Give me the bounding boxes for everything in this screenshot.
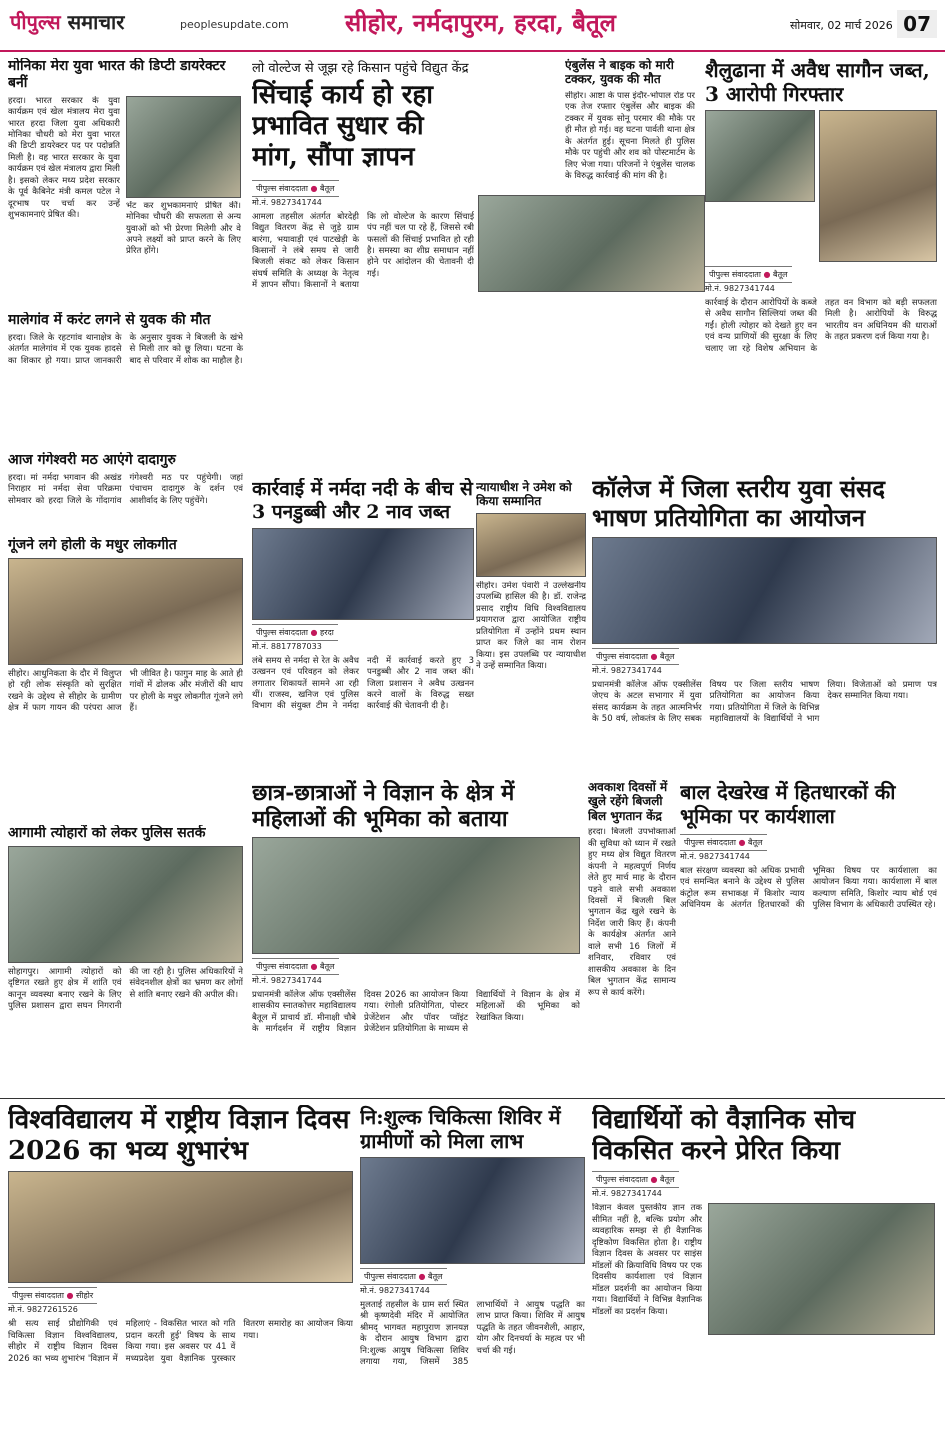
headline: अवकाश दिवसों में खुले रहेंगे बिजली बिल भुगतान केंद्र bbox=[588, 780, 668, 823]
mobile-number: मो.नं. 9827341744 bbox=[705, 284, 775, 293]
body-text: हरदा। बिजली उपभोक्ताओं की सुविधा को ध्यान में रखते हुए मध्य क्षेत्र विद्युत वितरण कंपनी ने महत्वपूर्ण निर्णय लेते हुए मार्च माह के दौरान पड़ने वाले सभी अवकाश दिवसों में बिजली बिल भुगतान केंद्र खुले रखने के निर्देश जारी किए हैं। कंपनी के कार्यक्षेत्र अंतर्गत आने वाले सभी 16 जिलों में शनिवार, रविवार एवं शासकीय अवकाश के दिन बिल भुगतान केंद्र सामान्य रूप से कार्य करेंगे। bbox=[588, 827, 676, 998]
story-vishwavidyalaya bbox=[8, 1105, 353, 1440]
headline: कॉलेज में जिला स्तरीय युवा संसद भाषण प्रतियोगिता का आयोजन bbox=[592, 475, 886, 532]
mobile-number: मो.नं. 9827341744 bbox=[680, 852, 750, 861]
body-text: सीहोर। आष्टा के पास इंदौर-भोपाल रोड पर एक तेज रफ्तार एंबुलेंस और बाइक की टक्कर में युवक सोनू परमार की मौके पर ही मौत हो गई। वह घटना पार्वती थाना क्षेत्र के अंतर्गत हुई। सूचना मिलते ही पुलिस मौके पर पहुंची और शव को पोस्टमार्टम के लिए भेजा गया। परिजनों ने एंबुलेंस चालक के विरुद्ध कार्रवाई की मांग की है। bbox=[565, 90, 695, 182]
photo bbox=[8, 846, 243, 963]
page-number: 07 bbox=[897, 10, 937, 38]
photo bbox=[8, 558, 243, 665]
story-tyohar bbox=[8, 825, 243, 1085]
story-vigyan bbox=[252, 780, 580, 1090]
body-text: हरदा। भारत सरकार के युवा कार्यक्रम एवं खेल मंत्रालय मेरा युवा भारत हरदा जिला युवा अधिकारी मोनिका चौधरी को मेरा युवा भारत की डिप्टी डायरेक्टर पद पर पदोन्नति मिली है। वह भारत सरकार के युवा कार्यक्रम एवं खेल मंत्रालय द्वारा मिली है। इसको लेकर मध्य प्रदेश सरकार के पूर्व कैबिनेट मंत्री कमल पटेल ने दूरभाष पर चर्चा कर उन्हें शुभकामनाएं प्रेषित की। bbox=[8, 95, 120, 221]
mobile-number: मो.नं. 8817787033 bbox=[252, 641, 322, 651]
photo bbox=[592, 537, 937, 644]
body-text: हरदा। मां नर्मदा भगवान की अखंड निराहार मां नर्मदा सेवा परिक्रमा सोमवार को हरदा जिले के गोंदागांव गंगेश्वरी मठ पर पहुंचेगी। जहां पंचाचम दादागुरु के दर्शन एवं आशीर्वाद के लिए पहुंचेंगे। bbox=[8, 472, 243, 506]
photo bbox=[476, 513, 586, 577]
story-balraksha bbox=[680, 780, 937, 1090]
photo bbox=[819, 110, 937, 262]
story-malegaon bbox=[8, 312, 243, 442]
story-chikitsa bbox=[360, 1105, 585, 1440]
byline: पीपुल्स संवाददाता ● बैतूल bbox=[592, 1171, 679, 1188]
headline: मोनिका मेरा युवा भारत की डिप्टी डायरेक्टर बनीं bbox=[8, 58, 226, 91]
headline: विद्यार्थियों को वैज्ञानिक सोच विकसित करने प्रेरित किया bbox=[592, 1105, 856, 1167]
divider bbox=[0, 1098, 945, 1099]
headline: नि:शुल्क चिकित्सा शिविर में ग्रामीणों को मिला लाभ bbox=[360, 1105, 561, 1153]
headline: छात्र-छात्राओं ने विज्ञान के क्षेत्र में महिलाओं की भूमिका को बताया bbox=[252, 780, 515, 833]
website-url[interactable]: peoplesupdate.com bbox=[180, 18, 289, 31]
story-holi bbox=[8, 537, 243, 817]
mobile-number: मो.नं. 9827341744 bbox=[592, 665, 662, 675]
story-narmada bbox=[252, 478, 474, 773]
headline: बाल देखरेख में हितधारकों की भूमिका पर कार्यशाला bbox=[680, 780, 896, 828]
body-text: आमला तहसील अंतर्गत बोरदेही विद्युत वितरण केंद्र से जुड़े ग्राम बारंगा, भयावाड़ी एवं पाटखेड़ी के किसानों ने लंबे समय से जारी बिजली संकट को लेकर किसान संघर्ष समिति के अध्यक्ष के नेतृत्व में ज्ञापन सौंपा। किसानों ने बताया कि लो वोल्टेज के कारण सिंचाई पंप नहीं चल पा रहे हैं, जिससे रबी फसलों की सिंचाई प्रभावित हो रही है। समस्या का शीघ्र समाधान नहीं होने पर आंदोलन की चेतावनी दी गई। bbox=[252, 211, 474, 291]
headline: कार्रवाई में नर्मदा नदी के बीच से 3 पनडुब्बी और 2 नाव जब्त bbox=[252, 478, 473, 523]
byline: पीपुल्स संवाददाता ● बैतूल bbox=[360, 1268, 447, 1285]
body-text: सीहोर। आधुनिकता के दौर में विलुप्त हो रही लोक संस्कृति को सुरक्षित रखने के उद्देश्य से सीहोर के ग्रामीण क्षेत्र में फाग गायन की परंपरा आज भी जीवित है। फागुन माह के आते ही गांवों में ढोलक और मंजीरों की थाप पर होली के मधुर लोकगीत गूंजने लगे हैं। bbox=[8, 668, 243, 714]
mobile-number: मो.नं. 9827341744 bbox=[252, 197, 322, 207]
byline: पीपुल्स संवाददाता ● बैतूल bbox=[252, 958, 339, 975]
byline: पीपुल्स संवाददाता ● बैतूल bbox=[680, 834, 767, 851]
story-gangeshwari bbox=[8, 452, 243, 532]
headline: आज गंगेश्वरी मठ आएंगे दादागुरु bbox=[8, 452, 176, 468]
headline: सिंचाई कार्य हो रहा प्रभावित सुधार की मांग, सौंपा ज्ञापन bbox=[252, 80, 433, 173]
story-sagaun bbox=[705, 58, 937, 468]
byline: पीपुल्स संवाददाता ● बैतूल bbox=[252, 180, 339, 197]
byline: पीपुल्स संवाददाता ● बैतूल bbox=[705, 266, 792, 283]
newspaper-logo: पीपुल्स समाचार bbox=[10, 10, 125, 34]
body-text: प्रधानमंत्री कॉलेज ऑफ एक्सीलेंस शासकीय स्नातकोत्तर महाविद्यालय बैतूल में प्राचार्य डॉ. मीनाक्षी चौबे के मार्गदर्शन में राष्ट्रीय विज्ञान दिवस 2026 का आयोजन किया गया। रंगोली प्रतियोगिता, पोस्टर प्रेजेंटेशन और पॉवर प्वॉइंट प्रेजेंटेशन प्रतियोगिता के माध्यम से विद्यार्थियों ने विज्ञान के क्षेत्र में महिलाओं की भूमिका को रेखांकित किया। bbox=[252, 989, 580, 1035]
body-text: भेंट कर शुभकामनाएं प्रेषित कीं। मोनिका चौधरी की सफलता से अन्य युवाओं को भी प्रेरणा मिलेगी और वे अपने लक्ष्यों को प्राप्त करने के लिए प्रेरित होंगे। bbox=[126, 200, 241, 257]
headline: न्यायाधीश ने उमेश को किया सम्मानित bbox=[476, 480, 572, 509]
body-text: बाल संरक्षण व्यवस्था को अधिक प्रभावी एवं समन्वित बनाने के उद्देश्य से पुलिस कंट्रोल रूम सभाकक्ष में किशोर न्याय अधिनियम के अंतर्गत हितधारकों की भूमिका विषय पर कार्यशाला का आयोजन किया गया। कार्यशाला में बाल कल्याण समिति, किशोर न्याय बोर्ड एवं पुलिस विभाग के अधिकारी उपस्थित रहे। bbox=[680, 866, 937, 911]
story-bijli bbox=[588, 780, 676, 1090]
photo bbox=[705, 110, 815, 202]
byline: पीपुल्स संवाददाता ● सीहोर bbox=[8, 1287, 97, 1304]
story-monika bbox=[8, 58, 243, 308]
story-ambulance bbox=[565, 58, 695, 478]
body-text: श्री सत्य साई प्रौद्योगिकी एवं चिकित्सा विज्ञान विश्वविद्यालय, सीहोर में राष्ट्रीय विज्ञान दिवस 2026 का भव्य शुभारंभ 'विज्ञान में महिलाएं - विकसित भारत को गति प्रदान करती हुई' विषय के साथ किया गया। इस अवसर पर 41 वें मध्यप्रदेश युवा वैज्ञानिक पुरस्कार वितरण समारोह का आयोजन किया गया। bbox=[8, 1319, 353, 1364]
story-sinchai bbox=[252, 58, 474, 478]
body-text: मुलताई तहसील के ग्राम सर्रा स्थित श्री कृष्णदेवी मंदिर में आयोजित श्रीमद् भागवत महापुराण ज्ञानयज्ञ के दौरान आयुष विभाग द्वारा नि:शुल्क आयुष चिकित्सा शिविर लगाया गया, जिसमें 385 लाभार्थियों ने आयुष पद्धति का लाभ प्राप्त किया। शिविर में आयुष पद्धति के तहत जीवनशैली, आहार, योग और दिनचर्या के महत्व पर भी चर्चा की गई। bbox=[360, 1300, 585, 1368]
body-text: कार्रवाई के दौरान आरोपियों के कब्जे से अवैध सागौन सिल्लियां जब्त की गईं। होली त्योहार को देखते हुए वन एवं वन्य प्राणियों की सुरक्षा के लिए चलाए जा रहे विशेष अभियान के तहत वन विभाग को बड़ी सफलता मिली है। आरोपियों के विरुद्ध भारतीय वन अधिनियम की धाराओं के तहत प्रकरण दर्ज किया गया है। bbox=[705, 298, 937, 354]
masthead bbox=[0, 0, 945, 52]
photo bbox=[126, 96, 241, 198]
byline: पीपुल्स संवाददाता ● हरदा bbox=[252, 624, 338, 641]
mobile-number: मो.नं. 9827341744 bbox=[252, 975, 322, 985]
photo bbox=[252, 837, 580, 954]
mobile-number: मो.नं. 9827341744 bbox=[592, 1189, 662, 1199]
story-vaigyanik bbox=[592, 1105, 937, 1440]
headline: विश्वविद्यालय में राष्ट्रीय विज्ञान दिवस 2026 का भव्य शुभारंभ bbox=[8, 1105, 350, 1167]
body-text: विज्ञान केवल पुस्तकीय ज्ञान तक सीमित नहीं है, बल्कि प्रयोग और व्यवहारिक समझ से ही वैज्ञानिक दृष्टिकोण विकसित होता है। राष्ट्रीय विज्ञान दिवस के अवसर पर साइंस मॉडलों की क्रियाविधि विषय पर एक दिवसीय कार्यशाला एवं विज्ञान मॉडल प्रदर्शनी का आयोजन किया गया। विद्यार्थियों ने विभिन्न वैज्ञानिक मॉडलों का प्रदर्शन किया। bbox=[592, 1203, 702, 1317]
kicker: लो वोल्टेज से जूझ रहे किसान पहुंचे विद्युत केंद्र bbox=[252, 61, 469, 76]
body-text: प्रधानमंत्री कॉलेज ऑफ एक्सीलेंस जेएच के अटल सभागार में युवा संसद कार्यक्रम के तहत आत्मनिर्भर के 50 वर्ष, लोकतंत्र के लिए सबक विषय पर जिला स्तरीय भाषण प्रतियोगिता का आयोजन किया गया। प्रतियोगिता में जिले के विभिन्न महाविद्यालयों के विद्यार्थियों ने भाग लिया। विजेताओं को प्रमाण पत्र देकर सम्मानित किया गया। bbox=[592, 679, 937, 724]
body-text: हरदा। जिले के रहटगांव थानाक्षेत्र के अंतर्गत मालेगांव में एक युवक हादसे का शिकार हो गया। प्राप्त जानकारी के अनुसार युवक ने बिजली के खंभे से मिली तार को छू लिया। घटना के बाद से परिवार में शोक का माहौल है। bbox=[8, 332, 243, 366]
photo bbox=[708, 1203, 935, 1335]
headline: मालेगांव में करंट लगने से युवक की मौत bbox=[8, 312, 211, 328]
story-college bbox=[592, 475, 937, 775]
headline: गूंजने लगे होली के मधुर लोकगीत bbox=[8, 537, 177, 553]
body-text: लंबे समय से नर्मदा से रेत के अवैध उत्खनन एवं परिवहन को लेकर लगातार शिकायतें सामने आ रही थीं। राजस्व, खनिज एवं पुलिस विभाग की संयुक्त टीम ने नर्मदा नदी में कार्रवाई करते हुए 3 पनडुब्बी और 2 नाव जब्त कीं। जिला प्रशासन ने अवैध उत्खनन करने वालों के विरुद्ध सख्त कार्रवाई की चेतावनी दी है। bbox=[252, 655, 474, 712]
photo bbox=[8, 1171, 353, 1283]
byline: पीपुल्स संवाददाता ● बैतूल bbox=[592, 648, 679, 665]
body-text: सोहागपुर। आगामी त्योहारों को दृष्टिगत रखते हुए क्षेत्र में शांति एवं कानून व्यवस्था बनाए रखने के लिए पुलिस प्रशासन द्वारा सघन निगरानी की जा रही है। पुलिस अधिकारियों ने संवेदनशील क्षेत्रों का भ्रमण कर लोगों से शांति बनाए रखने की अपील की। bbox=[8, 966, 243, 1012]
headline: आगामी त्योहारों को लेकर पुलिस सतर्क bbox=[8, 825, 206, 841]
headline: एंबुलेंस ने बाइक को मारी टक्कर, युवक की मौत bbox=[565, 58, 674, 87]
story-judge bbox=[476, 480, 586, 775]
headline: शैलुढाना में अवैध सागौन जब्त, 3 आरोपी गिरफ्तार bbox=[705, 58, 930, 106]
issue-date: सोमवार, 02 मार्च 2026 bbox=[790, 19, 893, 32]
photo bbox=[252, 528, 474, 620]
mobile-number: मो.नं. 9827261526 bbox=[8, 1305, 78, 1315]
mobile-number: मो.नं. 9827341744 bbox=[360, 1286, 430, 1295]
section-title: सीहोर, नर्मदापुरम, हरदा, बैतूल bbox=[345, 8, 616, 37]
body-text: सीहोर। उमेश पंवारी ने उल्लेखनीय उपलब्धि हासिल की है। डॉ. राजेन्द्र प्रसाद राष्ट्रीय विधि विश्वविद्यालय प्रयागराज द्वारा आयोजित राष्ट्रीय प्रतियोगिता में उन्होंने प्रथम स्थान प्राप्त कर जिले का नाम रोशन किया। इस उपलब्धि पर न्यायाधीश ने उन्हें सम्मानित किया। bbox=[476, 580, 586, 672]
photo bbox=[360, 1157, 585, 1264]
